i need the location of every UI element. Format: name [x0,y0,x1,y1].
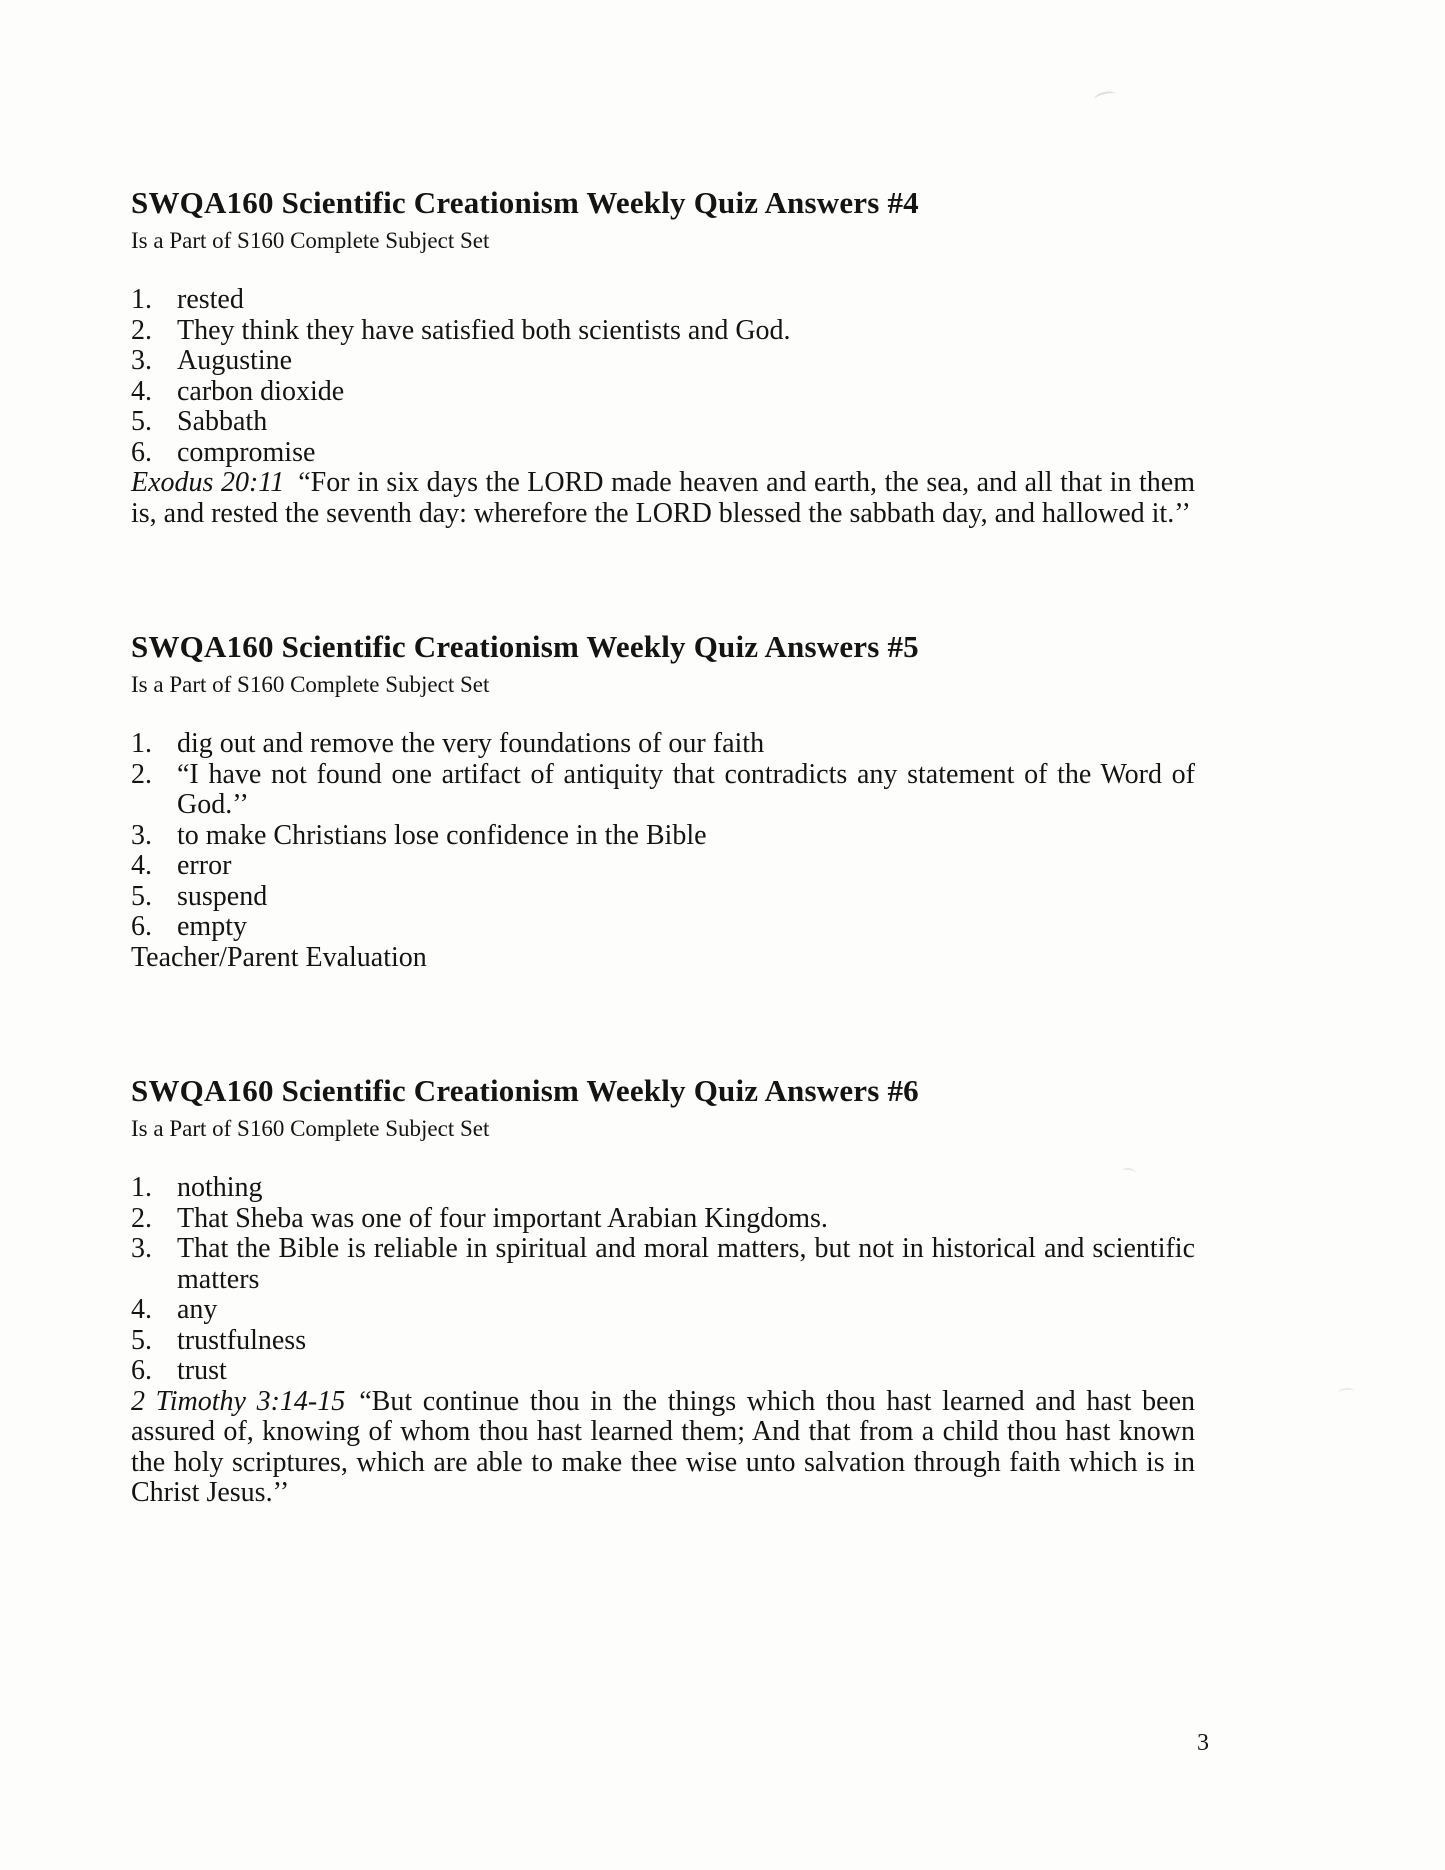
answer-item [131,1173,1195,1204]
quiz-answers-section-6 [131,1073,1195,1509]
answer-item [131,346,1195,377]
section-title: SWQA160 Scientific Creationism Weekly Quiz Answers #6 [131,1073,919,1108]
answer-text: rested [177,284,244,315]
quiz-answers-section-4 [131,185,1195,529]
answer-list [131,285,1195,468]
answer-number: 6. [131,911,152,942]
answer-item [131,821,1195,852]
answer-text: any [177,1294,218,1325]
evaluation-text: Teacher/Parent Evaluation [131,941,427,973]
answer-text: dig out and remove the very foundations of our faith [177,728,765,759]
answer-number: 6. [131,1355,152,1386]
answer-item [131,285,1195,316]
answer-number: 5. [131,406,152,437]
answer-item [131,912,1195,943]
answer-number: 1. [131,284,152,315]
answer-item [131,316,1195,347]
answer-text: nothing [177,1172,263,1203]
scripture-quote: “But continue thou in the things which thou hast learned and hast been assured of, knowing of whom thou hast learned them; And that from a child thou hast known the holy scriptures, which are able to make thee wise unto salvation through faith which is in Christ Jesus.’’ [131,1385,1195,1508]
answer-item [131,438,1195,469]
answer-item [131,407,1195,438]
section-title: SWQA160 Scientific Creationism Weekly Quiz Answers #4 [131,185,919,220]
scripture-quote: “For in six days the LORD made heaven and earth, the sea, and all that in them is, and rested the seventh day: wherefore the LORD blessed the sabbath day, and hallowed it.’’ [131,467,1195,529]
answer-text: trustfulness [177,1324,307,1356]
answer-number: 2. [131,758,152,790]
answer-list [131,1173,1195,1387]
answer-text: “I have not found one artifact of antiquity that contradicts any statement of the Word of God.’’ [177,758,1195,820]
answer-text: That the Bible is reliable in spiritual and moral matters, but not in historical and scientific matters [177,1233,1195,1295]
answer-number: 4. [131,1294,152,1325]
answer-list [131,729,1195,943]
answer-item [131,377,1195,408]
section-subtitle: Is a Part of S160 Complete Subject Set [131,672,490,697]
scan-artifact [1093,89,1117,104]
answer-item [131,760,1195,821]
quiz-answers-section-5 [131,629,1195,973]
answer-text: Augustine [177,345,293,376]
answer-number: 1. [131,1172,152,1203]
answer-number: 2. [131,1202,152,1234]
answer-text: suspend [177,880,268,912]
scripture-reference: 2 Timothy 3:14-15 [131,1385,346,1417]
section-subtitle: Is a Part of S160 Complete Subject Set [131,1116,490,1141]
answer-text: to make Christians lose confidence in the Bible [177,819,707,851]
answer-text: carbon dioxide [177,375,345,407]
answer-text: They think they have satisfied both scientists and God. [177,314,791,346]
answer-item [131,1295,1195,1326]
answer-item [131,1356,1195,1387]
scripture-note [131,468,1195,529]
answer-number: 3. [131,345,152,376]
answer-item [131,1204,1195,1235]
answer-text: Sabbath [177,406,268,437]
answer-number: 2. [131,314,152,346]
answer-number: 3. [131,819,152,851]
answer-text: That Sheba was one of four important Arabian Kingdoms. [177,1202,828,1234]
answer-number: 5. [131,880,152,912]
scan-artifact [1338,1387,1355,1397]
section-subtitle: Is a Part of S160 Complete Subject Set [131,228,490,253]
scripture-reference: Exodus 20:11 [131,467,285,498]
answer-text: compromise [177,436,316,468]
answer-number: 3. [131,1233,152,1264]
answer-item [131,851,1195,882]
section-title: SWQA160 Scientific Creationism Weekly Quiz Answers #5 [131,629,919,664]
answer-text: trust [177,1355,227,1386]
answer-item [131,729,1195,760]
answer-item [131,1234,1195,1295]
scripture-note [131,1387,1195,1509]
answer-number: 6. [131,436,152,468]
evaluation-note [131,943,1195,974]
answer-text: empty [177,911,247,942]
page-number: 3 [1197,1730,1209,1756]
answer-number: 4. [131,850,152,881]
answer-item [131,1326,1195,1357]
answer-number: 4. [131,375,152,407]
answer-item [131,882,1195,913]
answer-text: error [177,850,232,881]
document-content [131,185,1195,1609]
answer-number: 1. [131,728,152,759]
answer-number: 5. [131,1324,152,1356]
